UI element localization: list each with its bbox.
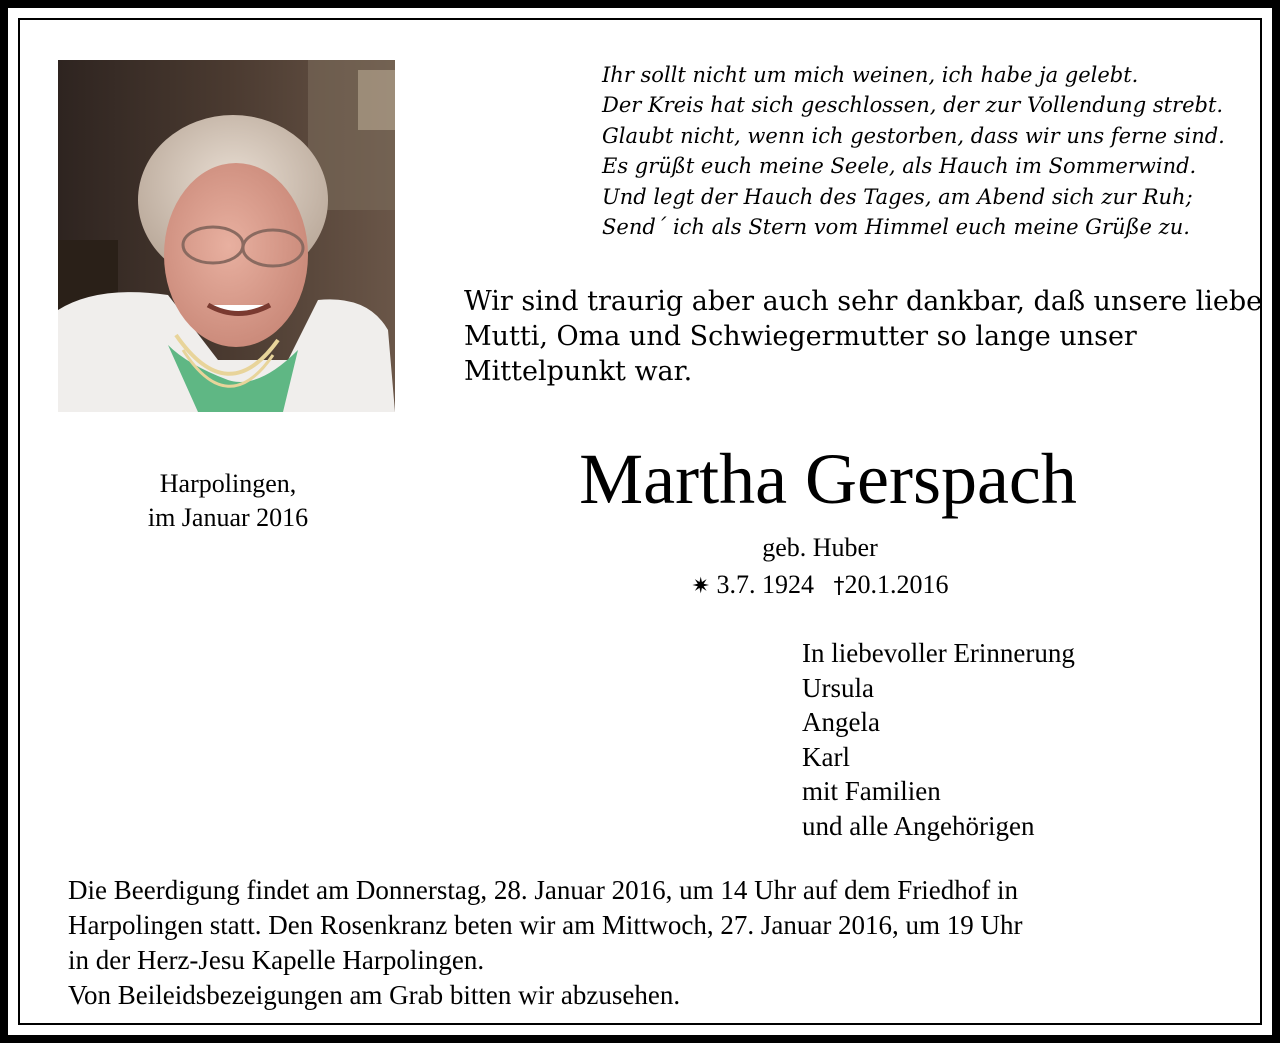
- poem-line: Send´ ich als Stern vom Himmel euch meine Grüße zu.: [602, 215, 1190, 240]
- poem-line: Glaubt nicht, wenn ich gestorben, dass wir uns ferne sind.: [602, 123, 1225, 148]
- place: Harpolingen,: [159, 469, 297, 498]
- notice-line: Die Beerdigung findet am Donnerstag, 28. Januar 2016, um 14 Uhr auf dem Friedhof in: [68, 875, 1019, 905]
- notice-line: Harpolingen statt. Den Rosenkranz beten wir am Mittwoch, 27. Januar 2016, um 19 Uhr: [68, 910, 1023, 940]
- deceased-name: Martha Gerspach: [579, 439, 1077, 519]
- mourner: mit Familien: [802, 776, 941, 807]
- poem-line: Der Kreis hat sich geschlossen, der zur Vollendung strebt.: [602, 93, 1224, 118]
- mourner: Angela: [802, 707, 880, 738]
- intro-line: Mutti, Oma und Schwiegermutter so lange unser: [464, 321, 1137, 352]
- funeral-notice: [68, 873, 1258, 1013]
- mourner: und alle Angehörigen: [802, 810, 1035, 841]
- intro-text: [464, 284, 1264, 389]
- mourners-heading: In liebevoller Erinnerung: [802, 638, 1075, 668]
- portrait-photo: [58, 60, 395, 412]
- maiden-name: geb. Huber: [762, 533, 878, 562]
- mourner: Karl: [802, 741, 850, 772]
- death-date: 20.1.2016: [844, 570, 949, 599]
- life-dates: [568, 568, 1072, 604]
- death-cross-icon: †: [833, 574, 845, 599]
- poem-line: Es grüßt euch meine Seele, als Hauch im Sommerwind.: [602, 154, 1197, 179]
- birth-date: 3.7. 1924: [716, 570, 814, 599]
- notice-line: in der Herz-Jesu Kapelle Harpolingen.: [68, 945, 485, 975]
- intro-line: Wir sind traurig aber auch sehr dankbar, daß unsere liebe: [464, 286, 1263, 317]
- intro-line: Mittelpunkt war.: [464, 356, 693, 387]
- place-date: [98, 467, 358, 535]
- mourners-list: [802, 636, 1242, 844]
- notice-line: Von Beileidsbezeigungen am Grab bitten wir abzusehen.: [68, 980, 681, 1010]
- obituary-card: [8, 8, 1272, 1035]
- poem-line: Und legt der Hauch des Tages, am Abend sich zur Ruh;: [602, 184, 1193, 209]
- birth-star-icon: ✷: [691, 574, 710, 599]
- poem-line: Ihr sollt nicht um mich weinen, ich habe ja gelebt.: [602, 63, 1139, 87]
- mourner: Ursula: [802, 672, 874, 703]
- month-year: im Januar 2016: [147, 503, 309, 532]
- poem: [602, 60, 1242, 242]
